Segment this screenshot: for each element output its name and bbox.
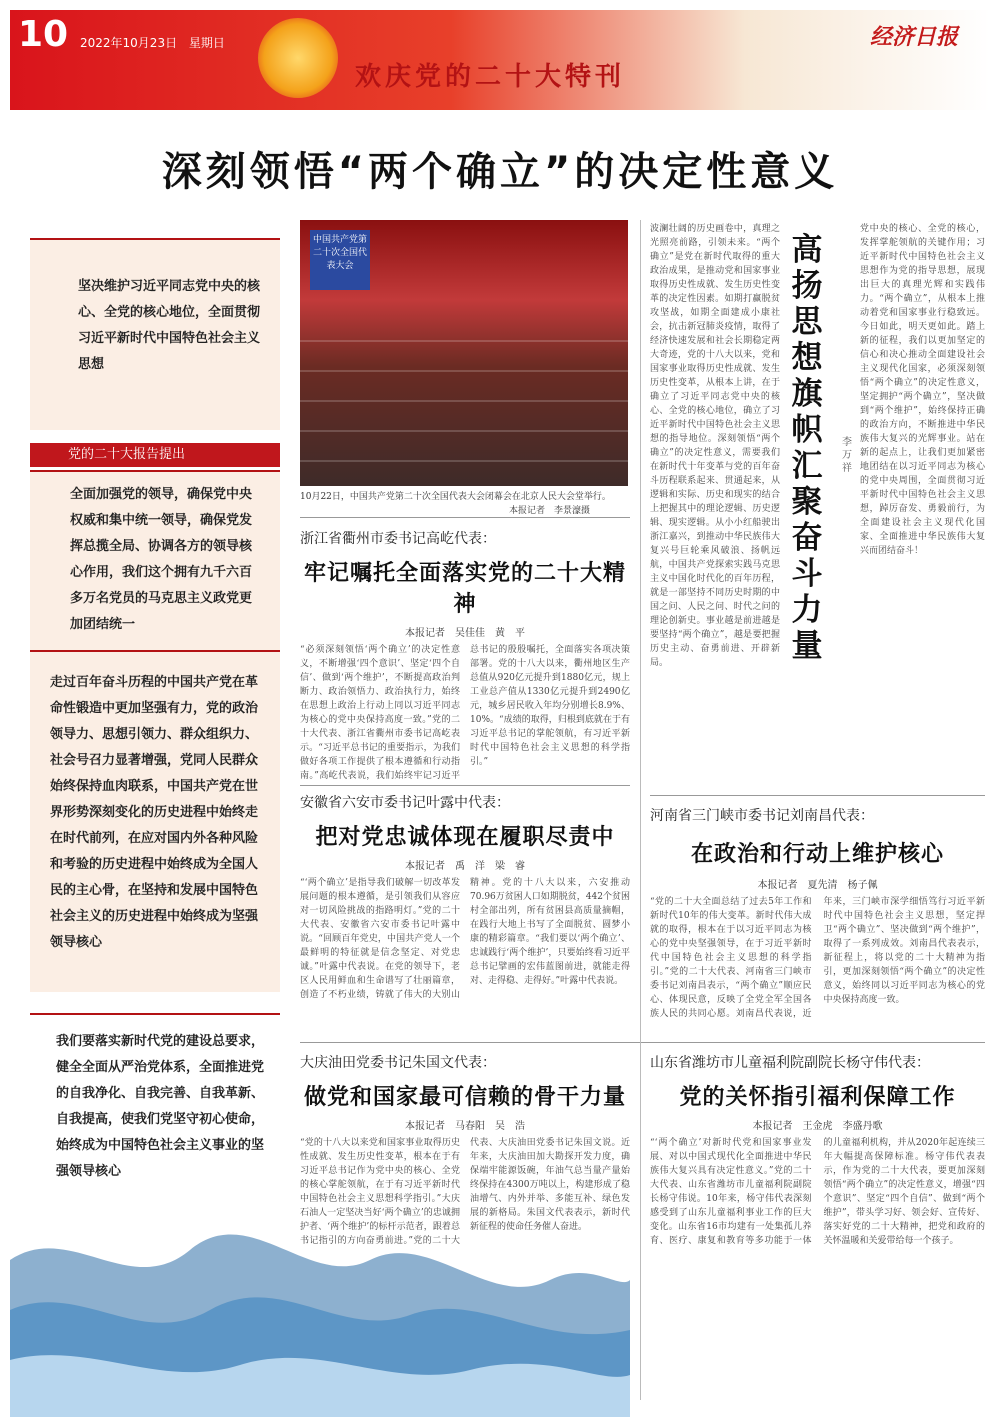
- article-title: 在政治和行动上维护核心: [690, 841, 944, 867]
- divider: [300, 1042, 985, 1043]
- article-kicker: 河南省三门峡市委书记刘南昌代表：: [650, 808, 874, 824]
- article-title: 党的关怀指引福利保障工作: [679, 1084, 956, 1110]
- date: 2022年10月23日: [80, 36, 178, 50]
- article-3: [650, 805, 985, 1035]
- article-byline: 本报记者 吴佳佳 黄 平: [405, 628, 525, 639]
- congress-photo: [300, 220, 628, 486]
- divider: [300, 785, 630, 786]
- article-1: [300, 528, 630, 793]
- article-body: “‘两个确立’是指导我们破解一切改革发展问题的根本遵循，是引领我们从容应对一切风险挑战的指路明灯。”党的二十大代表、安徽省六安市委书记叶露中说。“回顾百年党史，中国共产党人一个最鲜明的特征就是信念坚定、对党忠诚。”叶露中代表说。在党的领导下，老区人民用鲜血和生命谱写了壮丽篇章，创造了不朽业绩，铸就了伟大的大别山精神。党的十八大以来，六安推动70.96万贫困人口如期脱贫，442个贫困村全部出列，所有贫困县高质量摘帽，在践行大地上书写了全面脱贫、圆梦小康的精彩篇章。“我们要以‘两个确立’、忠诚践行‘两个维护’，只要始终看习近平总书记擘画的宏伟蓝图前进，就能走得对、走得稳、走得好。”叶露中代表说。: [300, 878, 630, 1000]
- sidebar-quote-4: 我们要落实新时代党的建设总要求，健全全面从严治党体系，全面推进党的自我净化、自我完善、自我革新、自我提高，使我们党坚守初心使命，始终成为中国特色社会主义事业的坚强领导核心: [30, 1013, 280, 1205]
- article-byline: 本报记者 王金虎 李盛丹歌: [752, 1121, 883, 1132]
- special-banner: 欢庆党的二十大特刊: [355, 62, 626, 92]
- wave-graphic: [10, 1140, 630, 1417]
- article-byline: 本报记者 禹 洋 梁 睿: [405, 861, 525, 872]
- commentary-author: 李万祥: [842, 437, 852, 474]
- paper-name: 经济日报: [870, 24, 959, 50]
- wave-decoration: [10, 1140, 630, 1417]
- sidebar-quote-1: 坚决维护习近平同志党中央的核心、全党的核心地位，全面贯彻习近平新时代中国特色社会主义思想: [30, 238, 280, 430]
- article-2: [300, 792, 630, 1026]
- article-kicker: 浙江省衢州市委书记高屹代表：: [300, 531, 496, 547]
- article-body: “‘两个确立’对新时代党和国家事业发展、对以中国式现代化全面推进中华民族伟大复兴具有决定性意义。”党的二十大代表、山东省潍坊市儿童福利院副院长杨守伟说。10年来，杨守伟代表深刻感受到了山东儿童福利事业工作的巨大变化。山东省16市均建有一处集孤儿养育、医疗、康复和教育等多功能于一体的儿童福利机构，并从2020年起连续三年大幅提高保障标准。杨守伟代表表示，作为党的二十大代表，要更加深刻领悟“两个确立”的决定性意义，增强“四个意识”、坚定“四个自信”、做到“两个维护”，带头学习好、领会好、宣传好、落实好党的二十大精神，把党和政府的关怀温暖和关爱带给每一个孩子。: [650, 1138, 985, 1246]
- sidebar-tag: 党的二十大报告提出: [30, 443, 280, 467]
- article-body: “党的十八大以来党和国家事业取得历史性成就、发生历史性变革，根本在于有习近平总书记作为党中央的核心、全党的核心掌舵领航，在于有习近平新时代中国特色社会主义思想科学指引。”大庆石油人一定坚决当好‘两个确立’的忠诚拥护者、‘两个维护’的标杆示范者，跟着总书记指引的方向奋勇前进。”党的二十大代表、大庆油田党委书记朱国文说。近年来，大庆油田加大勘探开发力度，确保端牢能源饭碗，年油气总当量产量始终保持在4300万吨以上，构建形成了稳油增气、内外并举、多能互补、绿色发展的新格局。朱国文代表表示，新时代新征程的使命任务催人奋进。: [300, 1138, 630, 1246]
- article-body: “党的二十大全面总结了过去5年工作和新时代10年的伟大变革。新时代伟大成就的取得，根本在于以习近平同志为核心的党中央坚强领导，在于习近平新时代中国特色社会主义思想的科学指引。”党的二十大代表、河南省三门峡市委书记刘南昌表示，“两个确立”顺应民心、体现民意，反映了全党全军全国各族人民的共同心愿。刘南昌代表说，近年来，三门峡市深学细悟笃行习近平新时代中国特色社会主义思想，坚定捍卫“两个确立”、坚决做到“两个维护”，取得了一系列成效。刘南昌代表表示，新征程上，将以党的二十大精神为指引，更加深刻领悟“两个确立”的决定性意义，始终同以习近平同志为核心的党中央保持高度一致。: [650, 897, 985, 1019]
- article-5: [650, 1052, 985, 1276]
- column-divider: [640, 220, 641, 1400]
- article-kicker: 安徽省六安市委书记叶露中代表：: [300, 795, 510, 811]
- page-number: 10: [18, 14, 69, 55]
- article-byline: 本报记者 夏先清 杨子佩: [757, 880, 878, 891]
- article-body: “必须深刻领悟‘两个确立’的决定性意义，不断增强‘四个意识’、坚定‘四个自信’、做到‘两个维护’，不断提高政治判断力、政治领悟力、政治执行力，始终在思想上政治上行动上同以习近平同志为核心的党中央保持高度一致。”党的二十大代表、浙江省衢州市委书记高屹表示。“习近平总书记的重要指示，为我们做好各项工作提供了根本遵循和行动指南。”高屹代表说，我们始终牢记习近平总书记的殷殷嘱托，全面落实各项决策部署。党的十八大以来，衢州地区生产总值从920亿元提升到1880亿元，规上工业总产值从1330亿元提升到2490亿元，城乡居民收入年均分别增长8.9%、10%。“成绩的取得，归根到底就在于有习近平总书记的掌舵领航，有习近平新时代中国特色社会主义思想的科学指引。”: [300, 645, 630, 781]
- divider: [300, 517, 630, 518]
- photo-sign: 中国共产党第二十次全国代表大会: [310, 230, 370, 290]
- photo-caption: 10月22日，中国共产党第二十次全国代表大会闭幕会在北京人民大会堂举行。 本报记者 李景濠摄: [300, 492, 611, 516]
- sidebar-quote-2: 全面加强党的领导，确保党中央权威和集中统一领导，确保党发挥总揽全局、协调各方的领导核心作用，我们这个拥有九千六百多万名党员的马克思主义政党更加团结统一: [30, 470, 280, 652]
- page-headline: 深刻领悟“两个确立”的决定性意义: [161, 149, 839, 195]
- article-kicker: 大庆油田党委书记朱国文代表：: [300, 1055, 496, 1071]
- commentary-col-2: 党中央的核心、全党的核心，发挥掌舵领航的关键作用；习近平新时代中国特色社会主义思想作为党的指导思想，展现出巨大的真理光辉和实践伟力。“两个确立”，从根本上推动着党和国家事业行稳致远。今日如此，明天更如此。踏上新的征程，我们以更加坚定的信心和决心推动全面建设社会主义现代化国家，必须深刻领悟“两个确立”的决定性意义，坚定拥护“两个确立”，坚决做到“两个维护”，始终保持正确的政治方向，不断推进中华民族伟大复兴的光辉事业。站在新的起点上，让我们更加紧密地团结在以习近平同志为核心的党中央周围，全面贯彻习近平新时代中国特色社会主义思想，踔厉奋发、勇毅前行，为全面建设社会主义现代化国家、全面推进中华民族伟大复兴而团结奋斗！: [860, 224, 985, 556]
- article-title: 把对党忠诚体现在履职尽责中: [315, 824, 615, 850]
- sidebar-quote-3: 走过百年奋斗历程的中国共产党在革命性锻造中更加坚强有力，党的政治领导力、思想引领力、群众组织力、社会号召力显著增强，党同人民群众始终保持血肉联系，中国共产党在世界形势深刻变化的历史进程中始终走在时代前列，在应对国内外各种风险和考验的历史进程中始终成为全国人民的主心骨，在坚持和发展中国特色社会主义的历史进程中始终成为坚强领导核心: [30, 650, 280, 992]
- commentary-col-1: 波澜壮阔的历史画卷中，真理之光照亮前路，引领未来。“两个确立”是党在新时代取得的重大政治成果，是推动党和国家事业取得历史性成就、发生历史性变革的决定性因素。如期打赢脱贫攻坚战，如期全面建成小康社会，抗击新冠肺炎疫情，取得了经济快速发展和社会长期稳定两大奇迹，党的十八大以来，党和国家事业取得历史性成就、发生历史性变革，从根本上讲，在于确立了习近平同志党中央的核心、全党的核心地位，确立了习近平新时代中国特色社会主义思想的指导地位。深刻领悟“两个确立”的决定性意义，需要我们在新时代十年变革与党的百年奋斗历程联系起来、贯通起来，从逻辑和实际、历史和现实的结合上把握其中的理论逻辑、历史逻辑、现实逻辑。从小小红船驶出浙江嘉兴，到推动中华民族伟大复兴号巨轮乘风破浪、扬帆远航，中国共产党探索实践马克思主义中国化时代化的百年历程，就是一部坚持不同历史时期的中国之问、人民之问、时代之问的理论创新史。事业越是前进越是要坚持“两个确立”，越是要把握历史主动、奋勇前进、开辟新局。: [650, 224, 780, 668]
- party-emblem-icon: [258, 18, 338, 98]
- article-title: 做党和国家最可信赖的骨干力量: [303, 1084, 626, 1110]
- article-byline: 本报记者 马春阳 吴 浩: [405, 1121, 525, 1132]
- divider: [650, 795, 985, 796]
- article-kicker: 山东省潍坊市儿童福利院副院长杨守伟代表：: [650, 1055, 930, 1071]
- issue-date: [80, 34, 225, 51]
- article-title: 牢记嘱托全面落实党的二十大精神: [303, 560, 626, 617]
- commentary-title: 高扬思想旗帜 汇聚奋斗力量: [791, 232, 823, 664]
- weekday: 星期日: [188, 36, 225, 50]
